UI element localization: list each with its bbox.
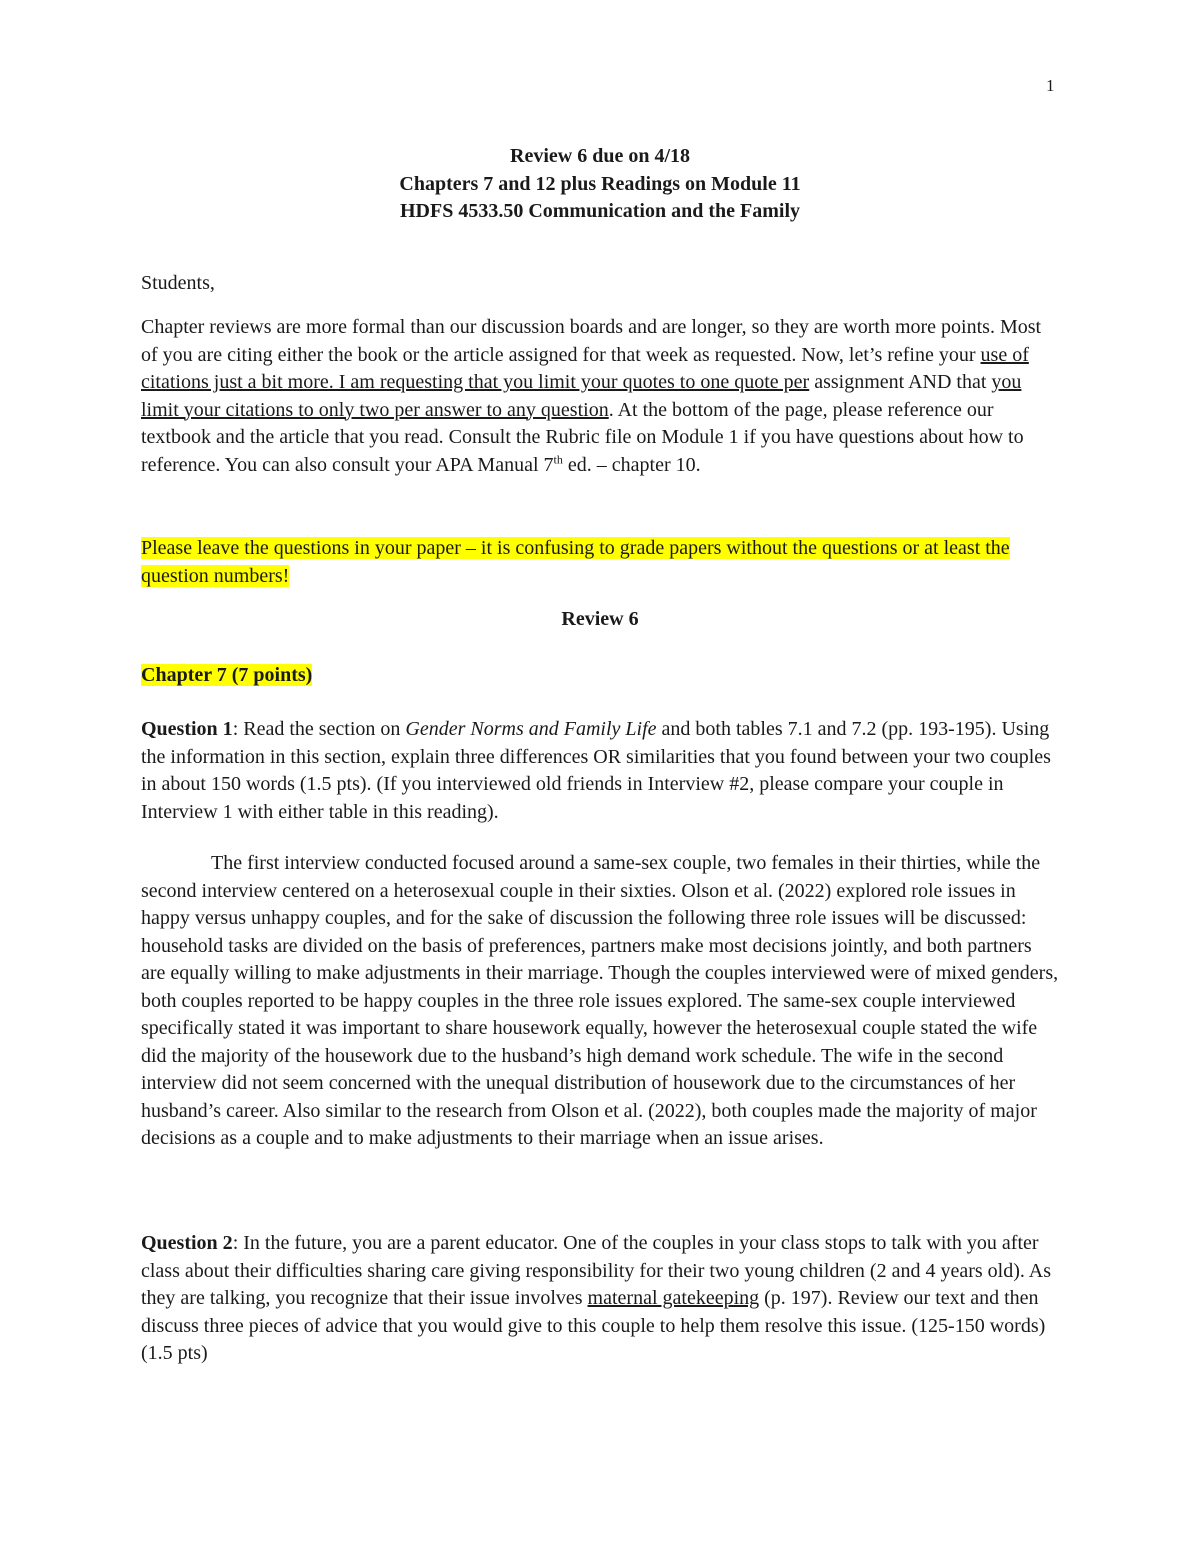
greeting: Students,	[141, 272, 215, 294]
question-1-italic: Gender Norms and Family Life	[405, 718, 657, 740]
answer-1-text: The first interview conducted focused around a same-sex couple, two females in their thirties, while the second interview centered on a heterosexual couple in their sixties. Olson et al. (2022) explored role issues in happy versus unhappy couples, and for the sake of discussion the following three role issues will be discussed: household tasks are divided on the basis of preferences, partners make most decisions jointly, and both partners are equally willing to make adjustments in their marriage. Though the couples interviewed were of mixed genders, both couples reported to be happy couples in the three role issues explored. The same-sex couple interviewed specifically stated it was important to share housework equally, however the heterosexual couple stated the wife did the majority of the housework due to the husband’s high demand work schedule. The wife in the second interview did not seem concerned with the unequal distribution of housework due to the circumstances of her husband’s career. Also similar to the research from Olson et al. (2022), both couples made the majority of major decisions as a couple and to make adjustments to their marriage when an issue arises.	[141, 852, 1059, 1149]
question-1-text-1: : Read the section on	[232, 718, 406, 740]
intro-text-3: . At the bottom of the page, please reference our textbook and the article that you read. Consult the Rubric file on Module 1 if you have questions about how to reference. You can also consult your APA Manual 7	[141, 398, 1024, 476]
question-1	[141, 716, 1061, 826]
review-title: Review 6	[561, 608, 639, 630]
question-1-text-2: and both tables 7.1 and 7.2 (pp. 193-195). Using the information in this section, explain three differences OR similarities that you found between your two couples in about 150 words (1.5 pts). (If you interviewed old friends in Interview #2, please compare your couple in Interview 1 with either table in this reading).	[141, 718, 1051, 823]
header-course: HDFS 4533.50 Communication and the Family	[399, 200, 801, 222]
intro-underline-2: you limit your citations to only two per answer to any question	[141, 371, 1022, 421]
intro-text-1: Chapter reviews are more formal than our discussion boards and are longer, so they are worth more points. Most of you are citing either the book or the article assigned for that week as requested. Now, let’s refine your	[141, 316, 1042, 366]
document-header	[0, 143, 1200, 226]
intro-text-4: ed. – chapter 10.	[562, 453, 701, 476]
question-2-text-1: : In the future, you are a parent educator. One of the couples in your class stops to talk with you after class about their difficulties sharing care giving responsibility for their two young children (2 and 4 years old). As they are talking, you recognize that their issue involves	[141, 1232, 1051, 1309]
chapter-heading-text: Chapter 7 (7 points)	[141, 664, 313, 686]
intro-superscript: th	[553, 451, 563, 466]
header-title: Review 6 due on 4/18	[510, 145, 690, 167]
chapter-heading	[141, 662, 1061, 690]
question-2-underlined: maternal gatekeeping	[587, 1287, 760, 1309]
highlighted-notice	[141, 535, 1061, 590]
question-2-text-2: (p. 197). Review our text and then discuss three pieces of advice that you would give to this couple to help them resolve this issue. (125-150 words) (1.5 pts)	[141, 1287, 1046, 1364]
question-2	[141, 1230, 1061, 1368]
intro-paragraph	[141, 314, 1061, 479]
intro-underline-1: use of citations just a bit more. I am requesting that you limit your quotes to one quote per	[141, 343, 1029, 393]
notice-text: Please leave the questions in your paper – it is confusing to grade papers without the questions or at least the question numbers!	[141, 537, 1010, 587]
page-number: 1	[1046, 76, 1055, 95]
intro-text-2: assignment AND that	[809, 371, 992, 393]
answer-1	[141, 850, 1061, 1153]
question-1-label: Question 1	[141, 718, 233, 740]
header-chapters: Chapters 7 and 12 plus Readings on Module 11	[399, 172, 801, 195]
question-2-label: Question 2	[141, 1232, 233, 1254]
